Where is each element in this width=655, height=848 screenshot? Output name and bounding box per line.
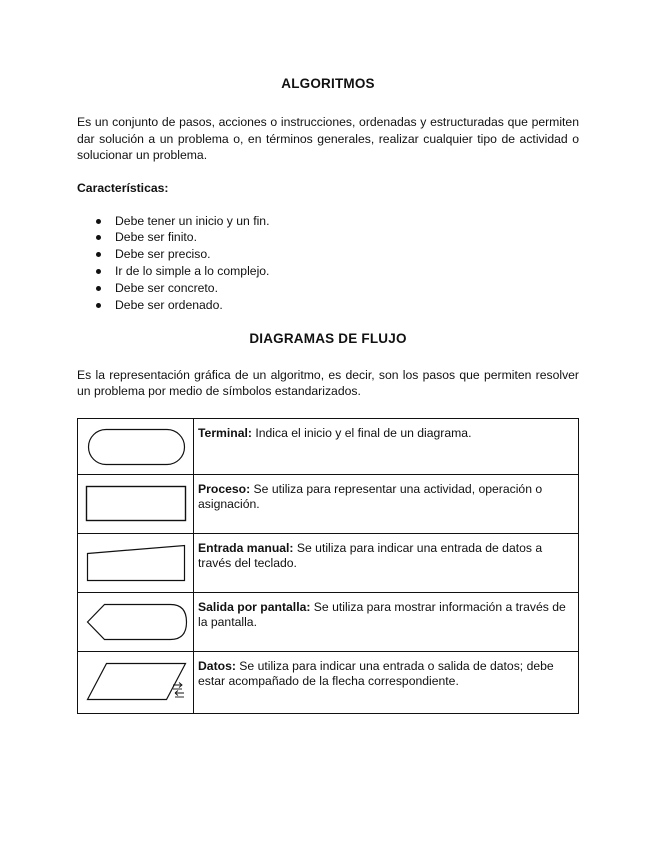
manual-input-shape-icon: [78, 534, 193, 592]
list-item: [77, 213, 579, 230]
symbol-description: [194, 651, 579, 713]
bullet-icon: [96, 269, 101, 274]
list-item-text: Ir de lo simple a lo complejo.: [115, 264, 270, 279]
list-item: [77, 263, 579, 280]
list-item-text: Debe ser preciso.: [115, 247, 211, 262]
shape-cell: [78, 533, 194, 592]
list-item: [77, 280, 579, 297]
table-row: [78, 651, 579, 713]
process-shape-icon: [78, 475, 193, 533]
symbol-description: [194, 474, 579, 533]
shape-cell: [78, 592, 194, 651]
list-item-text: Debe ser concreto.: [115, 281, 218, 296]
symbol-term: Terminal:: [198, 425, 252, 440]
symbol-definition: Se utiliza para indicar una entrada o salida de datos; debe estar acompañado de la flecha correspondiente.: [198, 658, 554, 689]
bullet-icon: [96, 303, 101, 308]
bullet-icon: [96, 286, 101, 291]
bullet-icon: [96, 252, 101, 257]
symbol-description: [194, 592, 579, 651]
table-row: [78, 533, 579, 592]
diagramas-title: DIAGRAMAS DE FLUJO: [249, 330, 407, 346]
characteristics-list: [77, 213, 579, 314]
symbol-term: Datos:: [198, 658, 236, 673]
symbol-definition: Se utiliza para indicar una entrada de datos a través del teclado.: [198, 540, 543, 571]
shape-cell: [78, 474, 194, 533]
symbol-description: [194, 418, 579, 474]
shape-cell: [78, 418, 194, 474]
symbols-table: [77, 418, 579, 714]
document-page: [77, 76, 579, 714]
characteristics-heading: Características:: [77, 180, 169, 195]
list-item: [77, 229, 579, 246]
bullet-icon: [96, 219, 101, 224]
shape-cell: [78, 651, 194, 713]
arrows-icon: [173, 682, 184, 697]
list-item: [77, 246, 579, 263]
symbol-term: Salida por pantalla:: [198, 599, 311, 614]
symbol-definition: Se utiliza para representar una actividad, operación o asignación.: [198, 481, 543, 512]
diagramas-description: Es la representación gráfica de un algoritmo, es decir, son los pasos que permiten resolver un problema por medio de símbolos estandarizados.: [77, 367, 579, 399]
symbol-definition: Indica el inicio y el final de un diagrama.: [251, 425, 472, 440]
symbol-term: Proceso:: [198, 481, 251, 496]
symbol-description: [194, 533, 579, 592]
terminal-shape-icon: [78, 419, 193, 474]
list-item-text: Debe ser ordenado.: [115, 298, 223, 313]
list-item-text: Debe tener un inicio y un fin.: [115, 213, 270, 228]
table-row: [78, 418, 579, 474]
algoritmos-intro: Es un conjunto de pasos, acciones o instrucciones, ordenadas y estructuradas que permiten dar solución a un problema o, en términos generales, realizar cualquier tipo de actividad o solucionar un problema.: [77, 115, 579, 162]
symbol-term: Entrada manual:: [198, 540, 294, 555]
table-row: [78, 592, 579, 651]
list-item: [77, 297, 579, 314]
symbol-definition: Se utiliza para mostrar información a través de la pantalla.: [198, 599, 566, 630]
list-item-text: Debe ser finito.: [115, 230, 197, 245]
bullet-icon: [96, 235, 101, 240]
table-row: [78, 474, 579, 533]
display-output-shape-icon: [78, 593, 193, 651]
data-shape-icon: [78, 652, 193, 713]
algoritmos-title: ALGORITMOS: [281, 76, 375, 91]
